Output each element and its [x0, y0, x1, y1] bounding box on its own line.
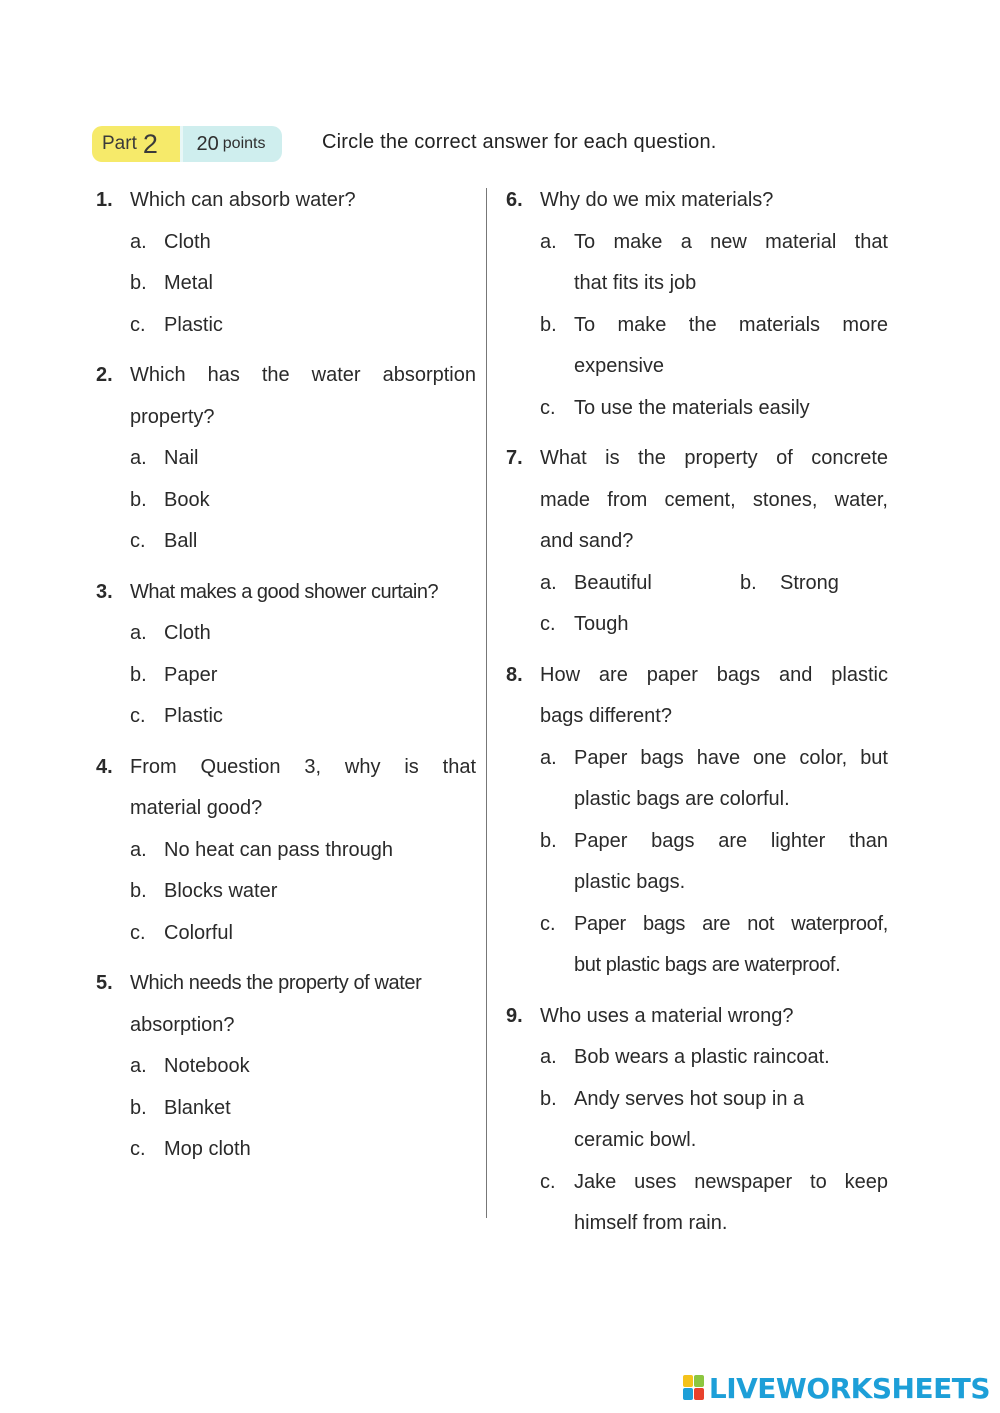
option-letter: c. — [130, 313, 146, 336]
question-1 — [96, 180, 476, 346]
question-text: Who uses a material wrong? — [540, 1004, 794, 1027]
option-letter: a. — [130, 838, 147, 861]
option-letter: c. — [130, 705, 146, 727]
question-2 — [96, 355, 476, 563]
option-letter: b. — [130, 1096, 147, 1119]
option-text: Strong — [780, 571, 839, 594]
option-letter: a. — [540, 230, 557, 253]
part-word: Part — [102, 133, 137, 154]
option-letter: b. — [740, 571, 757, 594]
option-5a[interactable] — [96, 1046, 476, 1088]
option-4a[interactable] — [96, 830, 476, 872]
question-text: How are paper bags and plastic — [540, 663, 888, 686]
option-text: To use the materials easily — [574, 396, 810, 419]
option-3a[interactable] — [96, 613, 476, 655]
option-letter: a. — [540, 1046, 557, 1068]
option-text: Plastic — [164, 313, 223, 336]
option-letter: a. — [540, 746, 557, 769]
option-text: that fits its job — [574, 272, 697, 294]
option-letter: b. — [130, 663, 147, 686]
question-text: bags different? — [540, 705, 672, 727]
option-text: Plastic — [164, 705, 223, 727]
question-text: Why do we mix materials? — [540, 189, 774, 211]
part-number: 2 — [142, 128, 158, 159]
question-number: 4. — [96, 755, 113, 778]
question-text: material good? — [130, 797, 263, 819]
option-text: Ball — [164, 530, 198, 552]
option-text: Cloth — [164, 622, 211, 644]
question-number: 5. — [96, 972, 113, 994]
question-text: What is the property of concrete — [540, 447, 888, 469]
question-number: 8. — [506, 663, 523, 686]
option-2a[interactable] — [96, 438, 476, 480]
option-4b[interactable] — [96, 871, 476, 913]
option-9c[interactable] — [506, 1162, 888, 1204]
option-9a[interactable] — [506, 1037, 888, 1079]
option-1c[interactable] — [96, 305, 476, 347]
option-text: ceramic bowl. — [574, 1129, 697, 1151]
option-3c[interactable] — [96, 696, 476, 738]
option-7b[interactable] — [740, 563, 839, 605]
points-number: 20 — [196, 132, 219, 155]
question-text: What makes a good shower curtain? — [130, 580, 439, 603]
logo-text: LIVEWORKSHEETS — [708, 1371, 990, 1405]
option-text: Nail — [164, 447, 199, 469]
option-4c[interactable] — [96, 913, 476, 955]
question-text: and sand? — [540, 530, 634, 552]
question-text: Which can absorb water? — [130, 189, 356, 211]
option-text: To make the materials more — [574, 313, 888, 336]
option-text: To make a new material that — [574, 230, 888, 253]
question-4 — [96, 747, 476, 955]
question-text: absorption? — [130, 1013, 235, 1036]
question-text: From Question 3, why is that — [130, 755, 476, 778]
option-letter: c. — [130, 530, 146, 552]
points-tag — [180, 126, 282, 162]
option-text: Jake uses newspaper to keep — [574, 1170, 888, 1193]
question-8 — [506, 655, 888, 987]
option-letter: b. — [130, 880, 147, 902]
option-text: Metal — [164, 272, 213, 294]
option-letter: b. — [540, 313, 557, 336]
option-text: Andy serves hot soup in a — [574, 1087, 805, 1110]
option-9b[interactable] — [506, 1079, 888, 1121]
option-letter: b. — [130, 272, 147, 294]
option-text: Blocks water — [164, 880, 278, 902]
option-letter: a. — [130, 622, 147, 644]
option-text: Tough — [574, 613, 629, 635]
option-text: plastic bags are colorful. — [574, 788, 790, 810]
question-6 — [506, 180, 888, 429]
option-6b[interactable] — [506, 305, 888, 347]
liveworksheets-logo-icon — [683, 1375, 705, 1401]
option-6c[interactable] — [506, 388, 888, 430]
option-letter: a. — [540, 571, 557, 594]
option-8b[interactable] — [506, 821, 888, 863]
option-text: himself from rain. — [574, 1212, 728, 1234]
option-text: Book — [164, 488, 210, 511]
option-text: plastic bags. — [574, 871, 686, 893]
option-letter: c. — [540, 912, 556, 935]
question-3 — [96, 572, 476, 738]
column-divider — [486, 188, 487, 1218]
question-9 — [506, 996, 888, 1245]
option-text: Paper bags are not waterproof, — [574, 912, 888, 935]
part-header — [92, 124, 792, 164]
option-letter: c. — [540, 613, 556, 635]
option-1b[interactable] — [96, 263, 476, 305]
option-7c[interactable] — [506, 604, 888, 646]
option-text: Cloth — [164, 230, 211, 253]
option-2b[interactable] — [96, 480, 476, 522]
question-number: 7. — [506, 447, 523, 469]
part-label-tag — [92, 126, 180, 162]
question-5 — [96, 963, 476, 1171]
question-number: 2. — [96, 364, 113, 386]
question-text: property? — [130, 405, 215, 428]
option-letter: b. — [540, 1087, 557, 1110]
option-letter: b. — [130, 488, 147, 511]
question-number: 6. — [506, 189, 523, 211]
question-7 — [506, 438, 888, 646]
option-text: Notebook — [164, 1055, 250, 1077]
right-column — [506, 180, 888, 1254]
option-text: Colorful — [164, 921, 233, 944]
question-number: 1. — [96, 189, 113, 211]
question-number: 3. — [96, 580, 113, 603]
option-8c[interactable] — [506, 904, 888, 946]
option-letter: a. — [130, 447, 147, 469]
option-5b[interactable] — [96, 1088, 476, 1130]
option-letter: c. — [130, 921, 146, 944]
option-5c[interactable] — [96, 1129, 476, 1171]
question-text: made from cement, stones, water, — [540, 488, 888, 511]
option-text: Paper bags have one color, but — [574, 746, 888, 769]
option-letter: b. — [540, 829, 557, 852]
option-letter: a. — [130, 1055, 147, 1077]
option-letter: a. — [130, 230, 147, 253]
points-word: points — [222, 135, 266, 152]
instruction-text: Circle the correct answer for each question. — [322, 131, 717, 153]
option-text: Bob wears a plastic raincoat. — [574, 1046, 830, 1068]
option-text: Mop cloth — [164, 1138, 251, 1160]
left-column — [96, 180, 476, 1180]
option-7a[interactable] — [540, 563, 740, 605]
question-text: Which has the water absorption — [130, 364, 476, 386]
option-text: No heat can pass through — [164, 838, 394, 861]
question-text: Which needs the property of water — [130, 972, 422, 994]
question-number: 9. — [506, 1004, 523, 1027]
option-8a[interactable] — [506, 738, 888, 780]
option-text: Paper — [164, 663, 218, 686]
option-text: expensive — [574, 355, 665, 377]
option-1a[interactable] — [96, 222, 476, 264]
option-text: but plastic bags are waterproof. — [574, 954, 841, 976]
option-2c[interactable] — [96, 521, 476, 563]
option-letter: c. — [540, 1170, 556, 1193]
option-6a[interactable] — [506, 222, 888, 264]
option-letter: c. — [540, 396, 556, 419]
option-3b[interactable] — [96, 655, 476, 697]
option-text: Paper bags are lighter than — [574, 829, 888, 852]
option-letter: c. — [130, 1138, 146, 1160]
option-text: Beautiful — [574, 571, 652, 594]
option-text: Blanket — [164, 1096, 231, 1119]
liveworksheets-logo[interactable] — [683, 1371, 990, 1405]
